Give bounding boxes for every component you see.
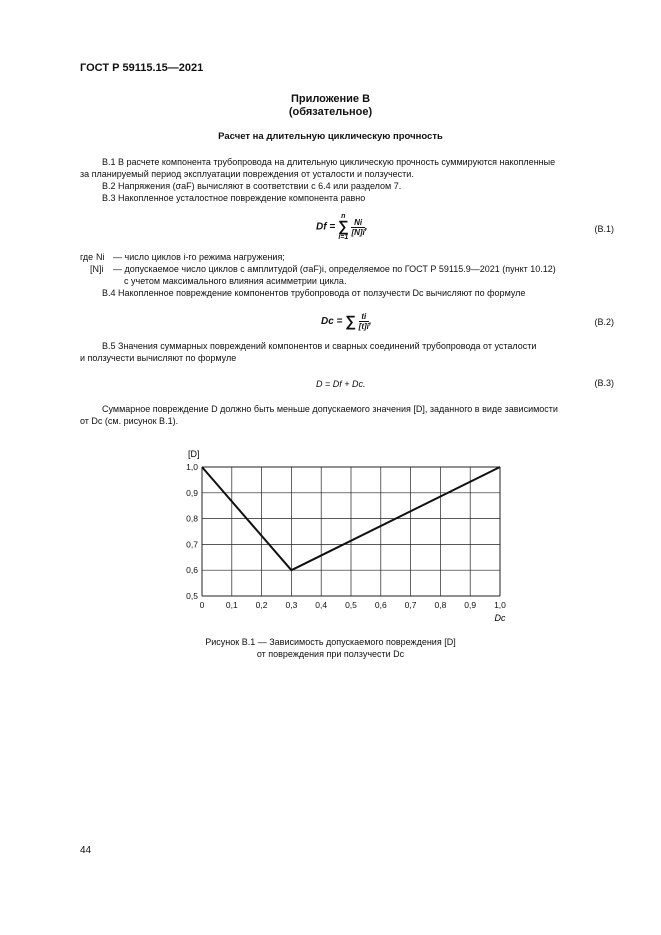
x-tick-label: 0,5 xyxy=(345,600,357,610)
x-tick-label: 0,1 xyxy=(225,600,238,610)
sigma-symbol: ∑ xyxy=(345,312,356,330)
y-tick-label: 0,8 xyxy=(186,513,198,524)
paragraph-final-line2: от Dc (см. рисунок В.1). xyxy=(80,416,179,426)
figure-caption xyxy=(0,636,661,660)
summation-sign xyxy=(338,213,349,241)
x-tick-label: 0,3 xyxy=(285,600,298,610)
figure-caption-line2: от повреждения при ползучести Dc xyxy=(256,649,405,659)
definition-Ni-line1: — допускаемое число циклов с амплитудой (σaF)i, определяемое по ГОСТ Р 59115.9—2021 (пункт 10.12) xyxy=(113,264,556,274)
x-tick-label: 0,9 xyxy=(464,600,477,610)
x-tick-label: 0,2 xyxy=(255,600,268,610)
x-tick-label: 0,8 xyxy=(434,600,447,610)
paragraph-b5-line2: и ползучести вычисляют по формуле xyxy=(80,353,237,363)
paragraph-b4: В.4 Накопленное повреждение компонентов трубопровода от ползучести Dc вычисляют по формуле xyxy=(102,288,526,298)
definition-ni: — число циклов i-го режима нагружения; xyxy=(113,252,285,262)
fraction-numerator: ti xyxy=(359,312,369,322)
paragraph-b1-line1: В.1 В расчете компонента трубопровода на длительную циклическую прочность суммируются накопленные xyxy=(102,157,556,167)
equation-number-b2: (В.2) xyxy=(594,317,614,327)
summation-sign-b2 xyxy=(345,312,356,330)
fraction-numerator: Ni xyxy=(351,218,364,228)
where-label: где xyxy=(80,252,94,262)
x-tick-label: 0 xyxy=(199,600,205,610)
fraction-denominator: [N]i xyxy=(351,227,365,237)
formula-b2 xyxy=(321,312,372,331)
x-tick-labels xyxy=(200,600,507,610)
x-tick-label: 1,0 xyxy=(494,600,506,610)
formula-b1-lhs: Df = xyxy=(316,221,336,233)
page-number: 44 xyxy=(80,845,92,856)
x-tick-label: 0,6 xyxy=(374,600,387,610)
formula-b2-lhs: Dc = xyxy=(321,316,343,328)
y-tick-label: 1,0 xyxy=(186,462,198,472)
x-axis-label: Dc xyxy=(494,613,506,623)
paragraph-b1-line2: за планируемый период эксплуатации повреждения от усталости и ползучести. xyxy=(80,169,414,179)
figure-caption-line1: Рисунок В.1 — Зависимость допускаемого повреждения [D] xyxy=(205,637,456,647)
equation-number-b1: (В.1) xyxy=(594,224,614,234)
y-axis-label: [D] xyxy=(188,449,200,459)
paragraph-final-line1: Суммарное повреждение D должно быть меньше допускаемого значения [D], заданного в виде зависимости xyxy=(102,404,558,414)
y-tick-label: 0,9 xyxy=(186,487,198,498)
section-heading: Расчет на длительную циклическую прочность xyxy=(218,131,443,142)
formula-b1-fraction xyxy=(351,218,364,237)
appendix-title xyxy=(0,93,661,119)
equation-number-b3: (В.3) xyxy=(594,378,614,388)
x-tick-label: 0,4 xyxy=(315,600,328,610)
sigma-symbol: ∑ xyxy=(337,218,349,235)
paragraph-b5-line1: В.5 Значения суммарных повреждений компонентов и сварных соединений трубопровода от усталости xyxy=(102,341,537,351)
y-tick-label: 0,5 xyxy=(186,591,198,601)
formula-b2-tail: , xyxy=(368,316,372,328)
paragraph-b3: В.3 Накопленное усталостное повреждение компонента равно xyxy=(102,193,366,203)
figure-b1-chart xyxy=(160,443,530,638)
chart-grid xyxy=(202,467,500,596)
symbol-ni: Ni xyxy=(96,252,105,262)
sum-upper-limit: n xyxy=(341,213,346,220)
y-tick-labels xyxy=(186,462,198,601)
definition-Ni-line2: с учетом максимального влияния асимметрии цикла. xyxy=(124,276,347,286)
appendix-subtitle: (обязательное) xyxy=(288,106,373,118)
paragraph-b2: В.2 Напряжения (σaF) вычисляют в соответствии с 6.4 или разделом 7. xyxy=(102,181,402,191)
formula-b3: D = Df + Dc. xyxy=(316,379,366,389)
x-tick-label: 0,7 xyxy=(404,600,417,610)
sum-lower-limit: i=1 xyxy=(338,234,349,241)
formula-b2-fraction xyxy=(359,312,369,331)
y-tick-label: 0,6 xyxy=(186,565,198,576)
symbol-Ni: [N]i xyxy=(90,264,104,274)
y-tick-label: 0,7 xyxy=(186,539,198,550)
fraction-denominator: [t]i xyxy=(358,322,369,331)
appendix-title-line: Приложение В xyxy=(290,93,371,105)
document-header: ГОСТ Р 59115.15—2021 xyxy=(80,62,204,74)
formula-b1-tail: , xyxy=(364,221,368,233)
formula-b1 xyxy=(316,213,368,241)
